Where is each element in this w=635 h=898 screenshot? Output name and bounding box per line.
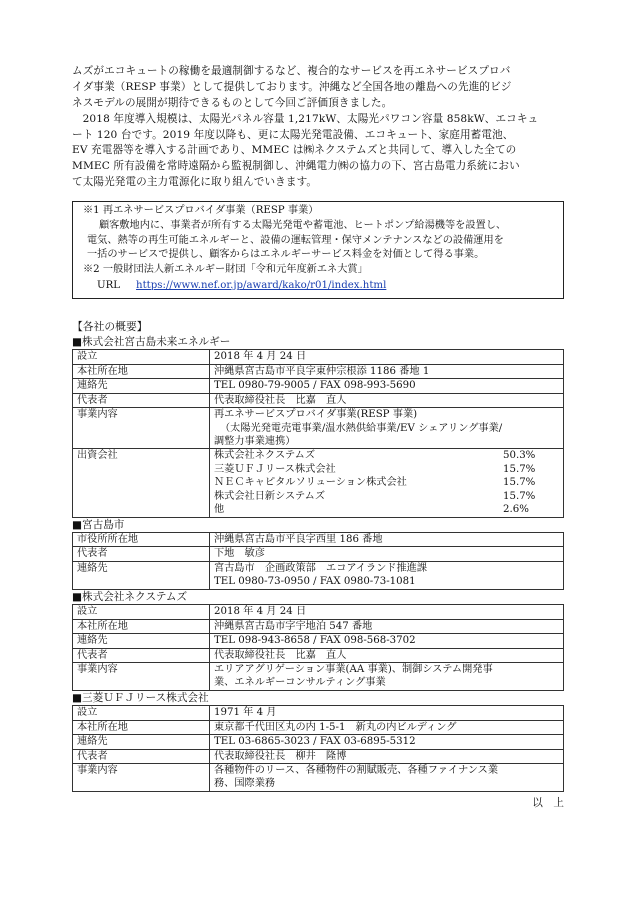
- row-value: TEL 03-6865-3023 / FAX 03-6895-5312: [210, 735, 564, 749]
- investor-name: 他: [214, 504, 225, 516]
- company-heading: ■株式会社ネクステムズ: [72, 590, 188, 603]
- text-line: ムズがエコキュートの稼働を最適制御するなど、複合的なサービスを再エネサービスプロバ: [72, 65, 511, 77]
- row-label: 事業内容: [73, 408, 210, 449]
- table-row: [73, 648, 564, 662]
- note-1-text: 電気、熱等の再生可能エネルギーと、設備の運転管理・保守メンテナンスなどの設備運用を: [87, 234, 504, 246]
- row-value: 1971 年 4 月: [210, 706, 564, 720]
- text-line: イダ事業（RESP 事業）として提供しております。沖縄など全国各地の離島への先進的ビジ: [72, 80, 512, 93]
- contact-line: 宮古島市 企画政策部 エコアイランド推進課: [214, 562, 428, 574]
- text-line: EV 充電器等を導入する計画であり、MMEC は㈱ネクステムズと共同して、導入した全ての: [72, 144, 517, 157]
- text-line: ート 120 台です。2019 年度以降も、更に太陽光発電設備、エコキュート、家庭用蓄電池、: [72, 128, 514, 141]
- investor-name: 株式会社ネクステムズ: [214, 450, 316, 462]
- table-row: [73, 662, 564, 690]
- table-row: [73, 605, 564, 619]
- note-1-text: 一括のサービスで提供し、顧客からはエネルギーサービス料金を対価として得る事業。: [87, 249, 485, 261]
- investor-name: ＮＥＣキャピタルソリューション株式会社: [214, 477, 407, 489]
- company-heading: ■三菱ＵＦＪリース株式会社: [72, 691, 209, 704]
- table-row: [73, 408, 564, 449]
- url-link[interactable]: https://www.nef.or.jp/award/kako/r01/index.html: [136, 280, 387, 292]
- row-value: 沖縄県宮古島市平良字東仲宗根添 1186 番地 1: [210, 364, 564, 378]
- company-table: [72, 604, 564, 691]
- row-value: 東京都千代田区丸の内 1-5-1 新丸の内ビルディング: [210, 720, 564, 734]
- company-table: [72, 532, 564, 590]
- business-line: 務、国際業務: [214, 778, 276, 790]
- text-line: 2018 年度導入規模は、太陽光パネル容量 1,217kW、太陽光パワコン容量 858kW、エコキュ: [82, 112, 539, 125]
- row-value: 下地 敏彦: [210, 547, 564, 561]
- row-value: [210, 561, 564, 589]
- table-row: [73, 533, 564, 547]
- row-label: 代表者: [73, 648, 210, 662]
- row-label: 連絡先: [73, 561, 210, 589]
- text-line: て太陽光発電の主力電源化に取り組んでいきます。: [72, 176, 318, 189]
- row-value: [210, 408, 564, 449]
- overview-heading: 【各社の概要】: [72, 319, 148, 333]
- document-page: [72, 64, 564, 812]
- business-line: （太陽光発電売電事業/温水熱供給事業/EV シェアリング事業/: [220, 422, 503, 434]
- row-label: 代表者: [73, 393, 210, 407]
- investor-row: [214, 449, 559, 462]
- table-row: [73, 634, 564, 648]
- table-row: [73, 449, 564, 517]
- table-row: [73, 561, 564, 589]
- row-label: 本社所在地: [73, 364, 210, 378]
- row-value: 2018 年 4 月 24 日: [210, 350, 564, 364]
- contact-line: TEL 0980-73-0950 / FAX 0980-73-1081: [214, 576, 416, 588]
- investor-row: [214, 490, 559, 503]
- row-label: 出資会社: [73, 449, 210, 517]
- business-line: エリアアグリゲーション事業(AA 事業)、制御システム開発事: [214, 663, 493, 675]
- investor-share: 15.7%: [503, 463, 536, 475]
- row-value: 代表取締役社長 柳井 隆博: [210, 749, 564, 763]
- row-label: 設立: [73, 605, 210, 619]
- row-value: [210, 763, 564, 791]
- company-heading: ■株式会社宮古島未来エネルギー: [72, 336, 231, 348]
- intro-paragraph-1: [72, 64, 564, 112]
- note-2-title: ※2 一般財団法人新エネルギー財団「令和元年度新エネ大賞」: [83, 264, 368, 276]
- closing-mark: 以 上: [532, 796, 564, 809]
- row-value: TEL 098-943-8658 / FAX 098-568-3702: [210, 634, 564, 648]
- table-row: [73, 763, 564, 791]
- company-table: [72, 349, 564, 517]
- url-row: [81, 279, 557, 294]
- table-row: [73, 749, 564, 763]
- row-value: 2018 年 4 月 24 日: [210, 605, 564, 619]
- investor-name: 株式会社日新システムズ: [214, 490, 326, 502]
- row-label: 代表者: [73, 547, 210, 561]
- table-row: [73, 706, 564, 720]
- row-label: 連絡先: [73, 634, 210, 648]
- table-row: [73, 379, 564, 393]
- investor-share: 15.7%: [503, 477, 536, 489]
- text-line: MMEC 所有設備を常時遠隔から監視制御し、沖縄電力㈱の協力の下、宮古島電力系統におい: [72, 160, 520, 173]
- note-1-title: ※1 再エネサービスプロバイダ事業（RESP 事業）: [83, 205, 319, 217]
- company-table: [72, 705, 564, 792]
- text-line: ネスモデルの展開が期待できるものとして今回ご評価頂きました。: [72, 96, 393, 109]
- investor-share: 50.3%: [503, 450, 536, 462]
- row-label: 事業内容: [73, 763, 210, 791]
- investor-share: 2.6%: [503, 504, 529, 516]
- row-label: 設立: [73, 706, 210, 720]
- company-heading: ■宮古島市: [72, 518, 125, 531]
- footnote-box: [72, 201, 564, 299]
- investor-row: [214, 463, 559, 476]
- business-line: 業、エネルギーコンサルティング事業: [214, 677, 386, 689]
- intro-paragraph-2: [72, 112, 564, 191]
- row-label: 市役所所在地: [73, 533, 210, 547]
- table-row: [73, 720, 564, 734]
- row-value: 沖縄県宮古島市平良字西里 186 番地: [210, 533, 564, 547]
- row-value: 沖縄県宮古島市字宇地泊 547 番地: [210, 619, 564, 633]
- note-1-text: 顧客敷地内に、事業者が所有する太陽光発電や蓄電池、ヒートポンプ給湯機等を設置し、: [99, 219, 507, 231]
- row-label: 設立: [73, 350, 210, 364]
- business-line: 調整力事業連携）: [214, 436, 296, 448]
- row-label: 事業内容: [73, 662, 210, 690]
- row-label: 代表者: [73, 749, 210, 763]
- table-row: [73, 619, 564, 633]
- row-value: TEL 0980-79-9005 / FAX 098-993-5690: [210, 379, 564, 393]
- investor-name: 三菱ＵＦＪリース株式会社: [214, 463, 336, 475]
- investor-row: [214, 476, 559, 489]
- investor-share: 15.7%: [503, 490, 536, 502]
- business-line: 各種物件のリース、各種物件の割賦販売、各種ファイナンス業: [214, 764, 499, 776]
- row-value: 代表取締役社長 比嘉 直人: [210, 648, 564, 662]
- row-label: 連絡先: [73, 735, 210, 749]
- url-label: URL: [97, 280, 121, 292]
- table-row: [73, 547, 564, 561]
- table-row: [73, 364, 564, 378]
- row-value: [210, 662, 564, 690]
- table-row: [73, 350, 564, 364]
- row-label: 本社所在地: [73, 720, 210, 734]
- table-row: [73, 735, 564, 749]
- table-row: [73, 393, 564, 407]
- investor-row: [214, 503, 559, 516]
- row-label: 連絡先: [73, 379, 210, 393]
- row-label: 本社所在地: [73, 619, 210, 633]
- row-value: 代表取締役社長 比嘉 直人: [210, 393, 564, 407]
- investor-list: [210, 449, 564, 517]
- business-line: 再エネサービスプロバイダ事業(RESP 事業): [214, 409, 418, 421]
